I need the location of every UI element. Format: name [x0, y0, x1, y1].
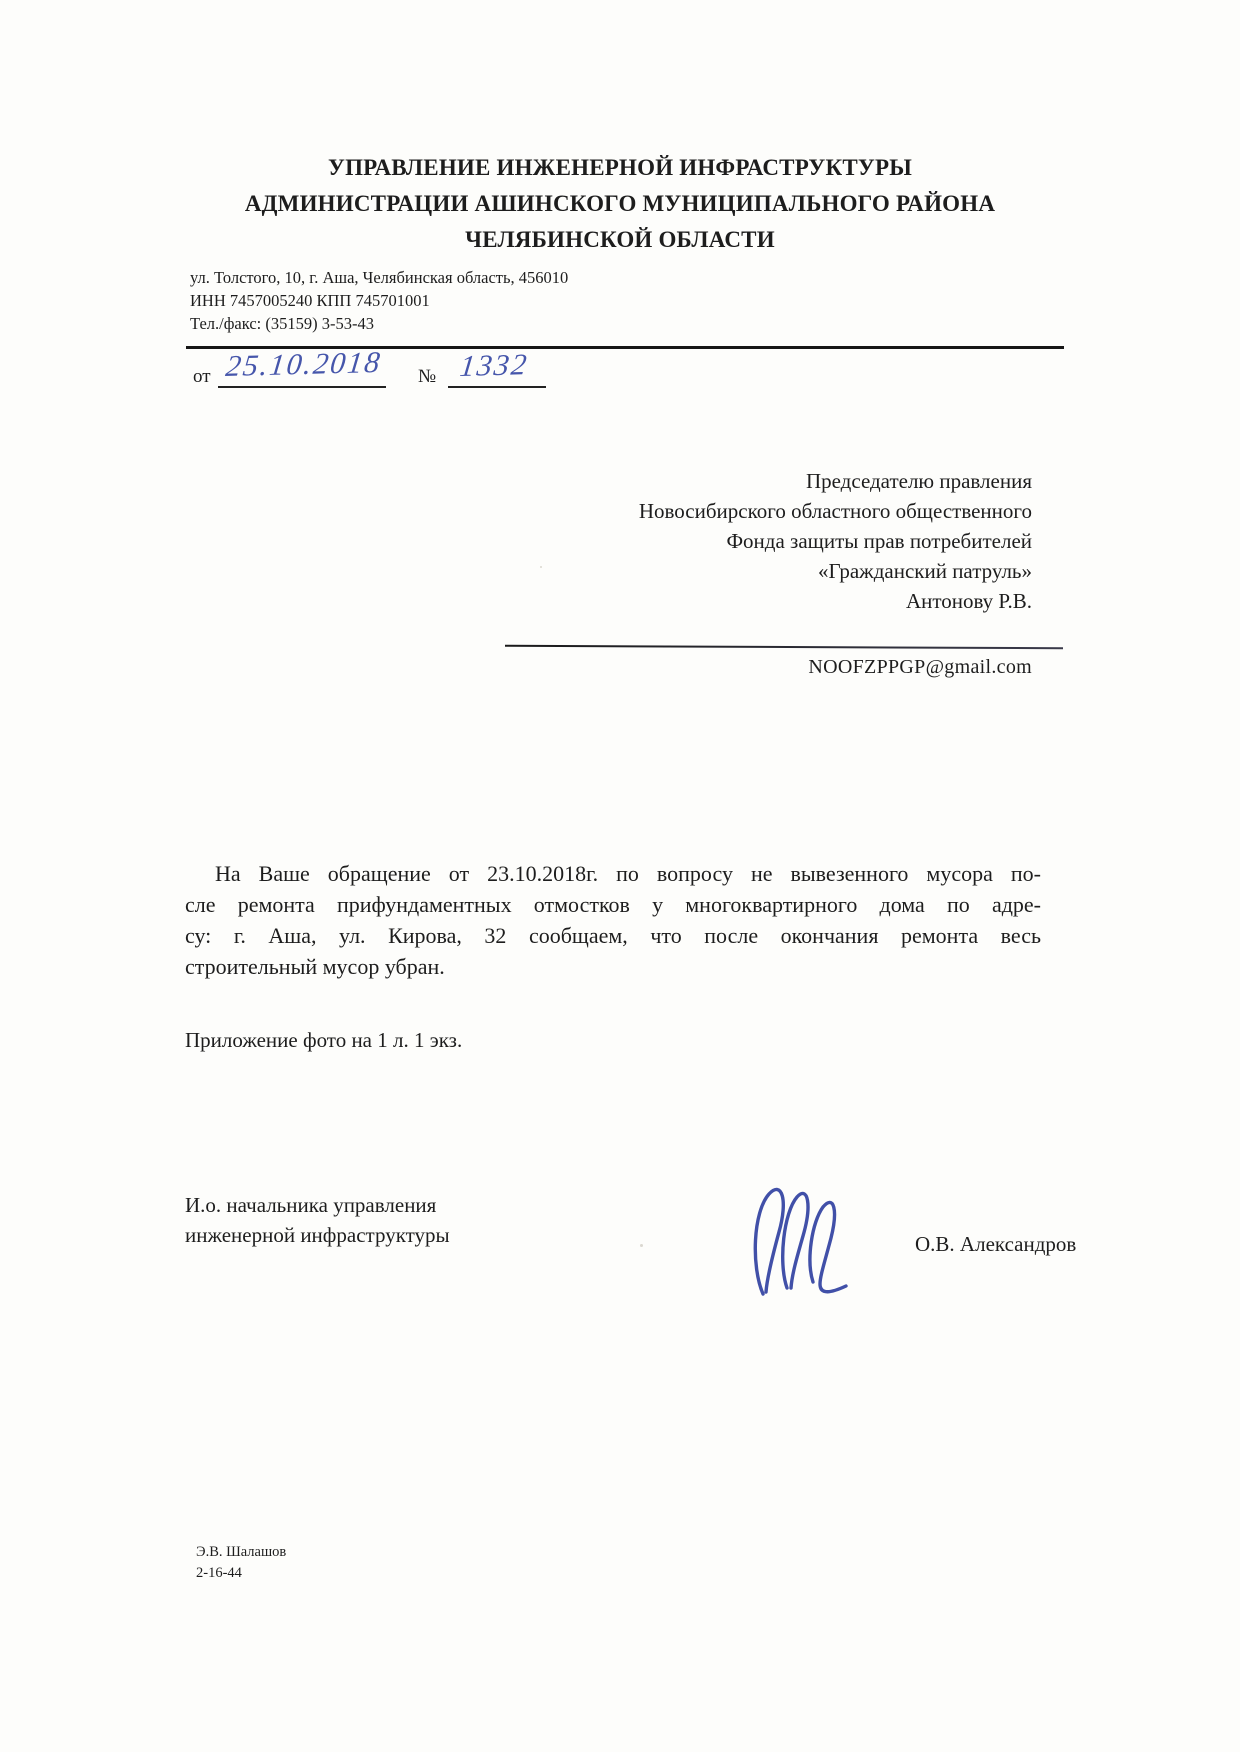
letterhead-organization: [120, 150, 1120, 258]
signer-title-line-2: инженерной инфраструктуры: [185, 1223, 450, 1247]
handwritten-date: 25.10.2018: [224, 345, 384, 384]
signer-name: О.В. Александров: [915, 1232, 1077, 1256]
org-line-1: УПРАВЛЕНИЕ ИНЖЕНЕРНОЙ ИНФРАСТРУКТУРЫ: [327, 155, 912, 180]
executor-name: Э.В. Шалашов: [196, 1544, 287, 1560]
number-label: №: [418, 366, 437, 387]
org-line-2: АДМИНИСТРАЦИИ АШИНСКОГО МУНИЦИПАЛЬНОГО РАЙОНА: [244, 191, 996, 216]
number-underline: [448, 386, 546, 388]
scan-speck: [640, 1244, 643, 1247]
addressee-line-5: Антонову Р.В.: [905, 589, 1032, 613]
addressee-line-3: Фонда защиты прав потребителей: [726, 529, 1032, 553]
reference-line: [190, 345, 610, 396]
letterhead-contacts: [190, 266, 568, 335]
email-divider-line: [505, 645, 1063, 649]
addressee-line-4: «Гражданский патруль»: [818, 559, 1032, 583]
body-line-4: строительный мусор убран.: [185, 954, 445, 979]
handwritten-number: 1332: [458, 348, 531, 384]
date-from-label: от: [193, 366, 211, 387]
org-address: ул. Толстого, 10, г. Аша, Челябинская область, 456010: [190, 268, 569, 287]
scan-speck: [540, 566, 542, 568]
body-line-3: су: г. Аша, ул. Кирова, 32 сообщаем, что после окончания ремонта весь: [185, 923, 1041, 948]
body-line-2: сле ремонта прифундаментных отмостков у многоквартирного дома по адре-: [185, 892, 1041, 917]
signer-title: [185, 1190, 450, 1250]
addressee-line-1: Председателю правления: [805, 469, 1032, 493]
org-phone-fax: Тел./факс: (35159) 3-53-43: [190, 314, 374, 333]
org-line-3: ЧЕЛЯБИНСКОЙ ОБЛАСТИ: [465, 227, 775, 252]
body-line-1: На Ваше обращение от 23.10.2018г. по вопросу не вывезенного мусора по-: [215, 861, 1041, 886]
org-inn-kpp: ИНН 7457005240 КПП 745701001: [190, 291, 430, 310]
signer-title-line-1: И.о. начальника управления: [185, 1193, 437, 1217]
date-underline: [218, 386, 386, 388]
executor-block: [196, 1542, 286, 1584]
addressee-block: [472, 466, 1032, 616]
handwritten-signature-icon: [745, 1182, 855, 1312]
attachment-note: Приложение фото на 1 л. 1 экз.: [185, 1028, 463, 1052]
addressee-email: NOOFZPPGP@gmail.com: [808, 656, 1032, 678]
letter-body: [185, 858, 1041, 982]
executor-phone: 2-16-44: [196, 1565, 242, 1581]
addressee-line-2: Новосибирского областного общественного: [638, 499, 1032, 523]
